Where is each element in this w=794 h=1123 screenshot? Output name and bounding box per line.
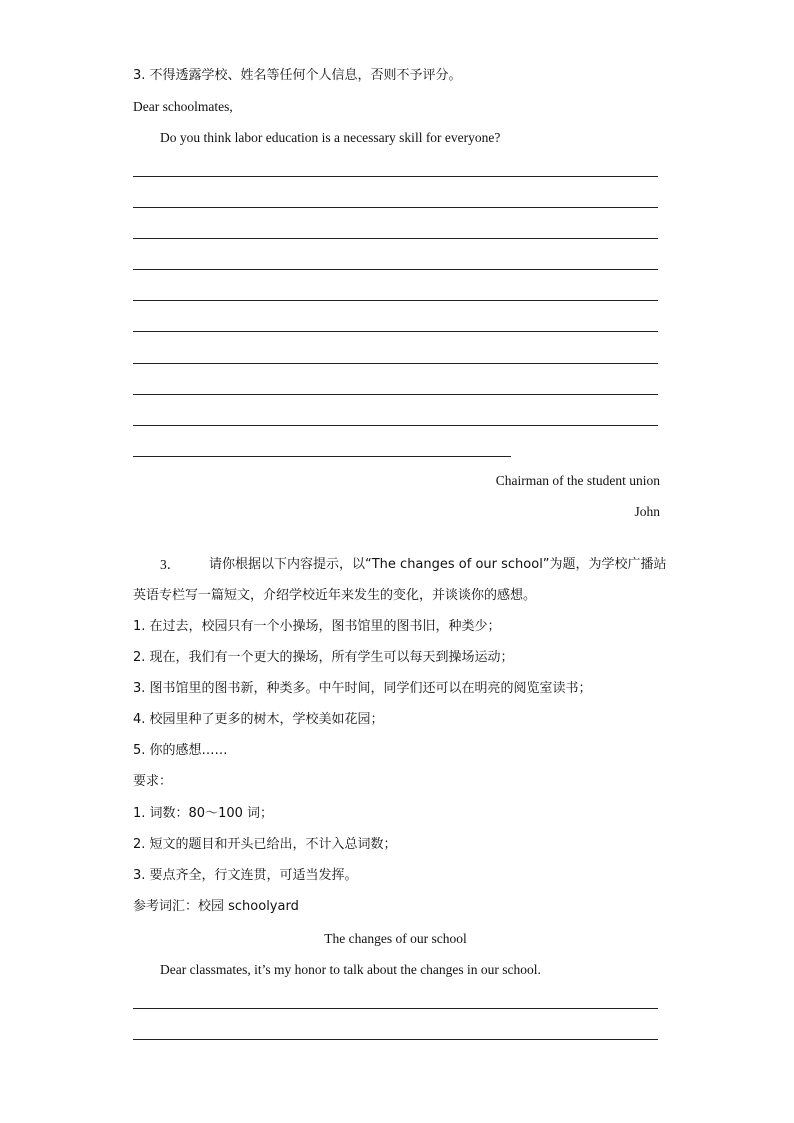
- writing-line-1[interactable]: [133, 176, 658, 177]
- point-1: 1. 在过去，校园只有一个小操场，图书馆里的图书旧，种类少；: [133, 619, 501, 634]
- point-5: 5. 你的感想……: [133, 743, 228, 758]
- signature-title: Chairman of the student union: [495, 473, 660, 488]
- letter-opening: Do you think labor education is a necessary skill for everyone?: [160, 130, 501, 145]
- prompt-line-2: 英语专栏写一篇短文，介绍学校近年来发生的变化，并谈谈你的感想。: [133, 588, 537, 603]
- writing-line-9[interactable]: [133, 425, 658, 426]
- writing-line-10[interactable]: [133, 456, 511, 457]
- essay-writing-line-1[interactable]: [133, 1008, 658, 1009]
- question-number: 3．: [160, 557, 181, 572]
- writing-line-7[interactable]: [133, 363, 658, 364]
- essay-title: The changes of our school: [324, 931, 467, 946]
- essay-writing-line-2[interactable]: [133, 1039, 658, 1040]
- requirement-item-3: 3. 要点齐全，行文连贯，可适当发挥。: [133, 868, 358, 883]
- point-4: 4. 校园里种了更多的树木，学校美如花园；: [133, 712, 384, 727]
- requirements-heading: 要求：: [133, 774, 173, 789]
- writing-line-3[interactable]: [133, 238, 658, 239]
- requirement-item-1: 1. 词数：80～100 词；: [133, 806, 274, 821]
- prompt-line-1: 请你根据以下内容提示，以“The changes of our school”为题，为学校广播站: [209, 557, 667, 572]
- point-3: 3. 图书馆里的图书新，种类多。中午时间，同学们还可以在明亮的阅览室读书；: [133, 681, 592, 696]
- reference-vocabulary: 参考词汇：校园 schoolyard: [133, 899, 299, 914]
- point-2: 2. 现在，我们有一个更大的操场，所有学生可以每天到操场运动；: [133, 650, 514, 665]
- requirement-3: 3. 不得透露学校、姓名等任何个人信息，否则不予评分。: [133, 68, 462, 83]
- signature-name: John: [634, 504, 660, 519]
- salutation: Dear schoolmates,: [133, 99, 233, 114]
- essay-opening: Dear classmates, it’s my honor to talk about the changes in our school.: [160, 962, 541, 977]
- writing-line-6[interactable]: [133, 331, 658, 332]
- requirement-item-2: 2. 短文的题目和开头已给出，不计入总词数；: [133, 837, 397, 852]
- writing-line-4[interactable]: [133, 269, 658, 270]
- writing-line-5[interactable]: [133, 300, 658, 301]
- writing-line-2[interactable]: [133, 207, 658, 208]
- writing-line-8[interactable]: [133, 394, 658, 395]
